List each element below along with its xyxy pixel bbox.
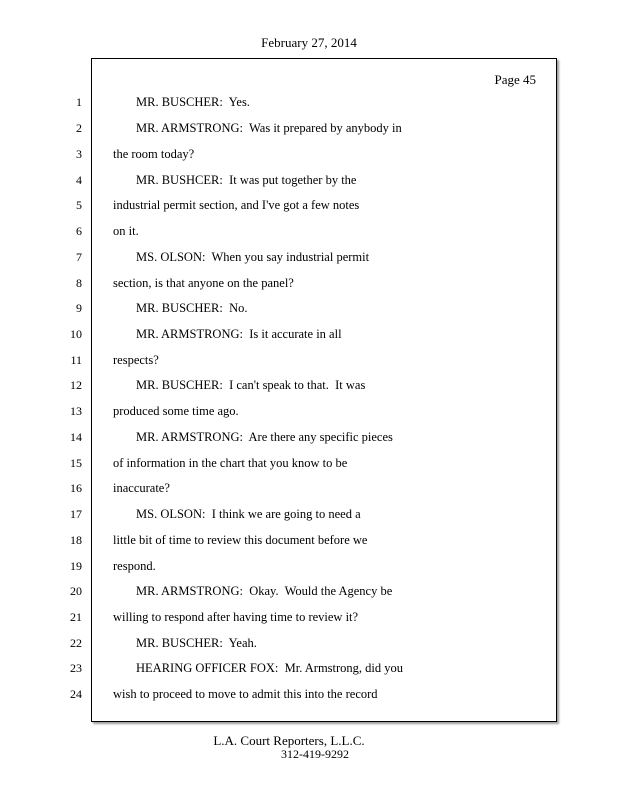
transcript-line: industrial permit section, and I've got a few notes	[113, 198, 360, 212]
line-number: 24	[70, 687, 82, 701]
transcript-line: MR. BUSCHER: Yeah.	[136, 636, 257, 650]
line-number: 19	[70, 559, 82, 573]
transcript-line: MR. BUSCHER: I can't speak to that. It was	[136, 378, 366, 392]
line-number: 17	[70, 507, 82, 521]
transcript-line: on it.	[113, 224, 139, 238]
line-number: 20	[70, 584, 82, 598]
line-number: 12	[70, 378, 82, 392]
line-number: 5	[76, 198, 82, 212]
line-number: 3	[76, 147, 82, 161]
line-number: 23	[70, 661, 82, 675]
transcript-line: respond.	[113, 559, 156, 573]
transcript-line: MR. BUSHCER: It was put together by the	[136, 173, 357, 187]
transcript-line: MR. ARMSTRONG: Was it prepared by anybody in	[136, 121, 402, 135]
line-number: 15	[70, 456, 82, 470]
transcript-line: produced some time ago.	[113, 404, 239, 418]
line-number: 2	[76, 121, 82, 135]
transcript-line: MR. ARMSTRONG: Is it accurate in all	[136, 327, 342, 341]
transcript-line: inaccurate?	[113, 481, 170, 495]
transcript-line: wish to proceed to move to admit this into the record	[113, 687, 378, 701]
line-number: 21	[70, 610, 82, 624]
transcript-line: respects?	[113, 353, 159, 367]
line-number: 7	[76, 250, 82, 264]
transcript-line: MR. ARMSTRONG: Okay. Would the Agency be	[136, 584, 393, 598]
reporter-company: L.A. Court Reporters, L.L.C.	[213, 733, 365, 748]
transcript-line: MR. BUSCHER: Yes.	[136, 95, 250, 109]
transcript-line: section, is that anyone on the panel?	[113, 276, 294, 290]
transcript-line: willing to respond after having time to review it?	[113, 610, 359, 624]
line-number: 16	[70, 481, 82, 495]
transcript-line: HEARING OFFICER FOX: Mr. Armstrong, did you	[136, 661, 404, 675]
line-number: 13	[70, 404, 82, 418]
transcript-line: the room today?	[113, 147, 195, 161]
line-number: 1	[76, 95, 82, 109]
line-number: 22	[70, 636, 82, 650]
page-number: Page 45	[494, 72, 536, 87]
line-number: 11	[70, 353, 82, 367]
transcript-line: MR. BUSCHER: No.	[136, 301, 248, 315]
line-number: 6	[76, 224, 82, 238]
line-number: 18	[70, 533, 82, 547]
line-number: 14	[70, 430, 82, 444]
transcript-line: MS. OLSON: When you say industrial permit	[136, 250, 370, 264]
transcript-line: MR. ARMSTRONG: Are there any specific pieces	[136, 430, 393, 444]
reporter-phone: 312-419-9292	[281, 747, 349, 761]
line-number: 10	[70, 327, 82, 341]
line-number: 9	[76, 301, 82, 315]
line-number: 4	[76, 173, 82, 187]
transcript-line: MS. OLSON: I think we are going to need a	[136, 507, 361, 521]
transcript-line: little bit of time to review this document before we	[113, 533, 368, 547]
transcript-line: of information in the chart that you know to be	[113, 456, 348, 470]
transcript-date: February 27, 2014	[261, 35, 357, 50]
line-number: 8	[76, 276, 82, 290]
